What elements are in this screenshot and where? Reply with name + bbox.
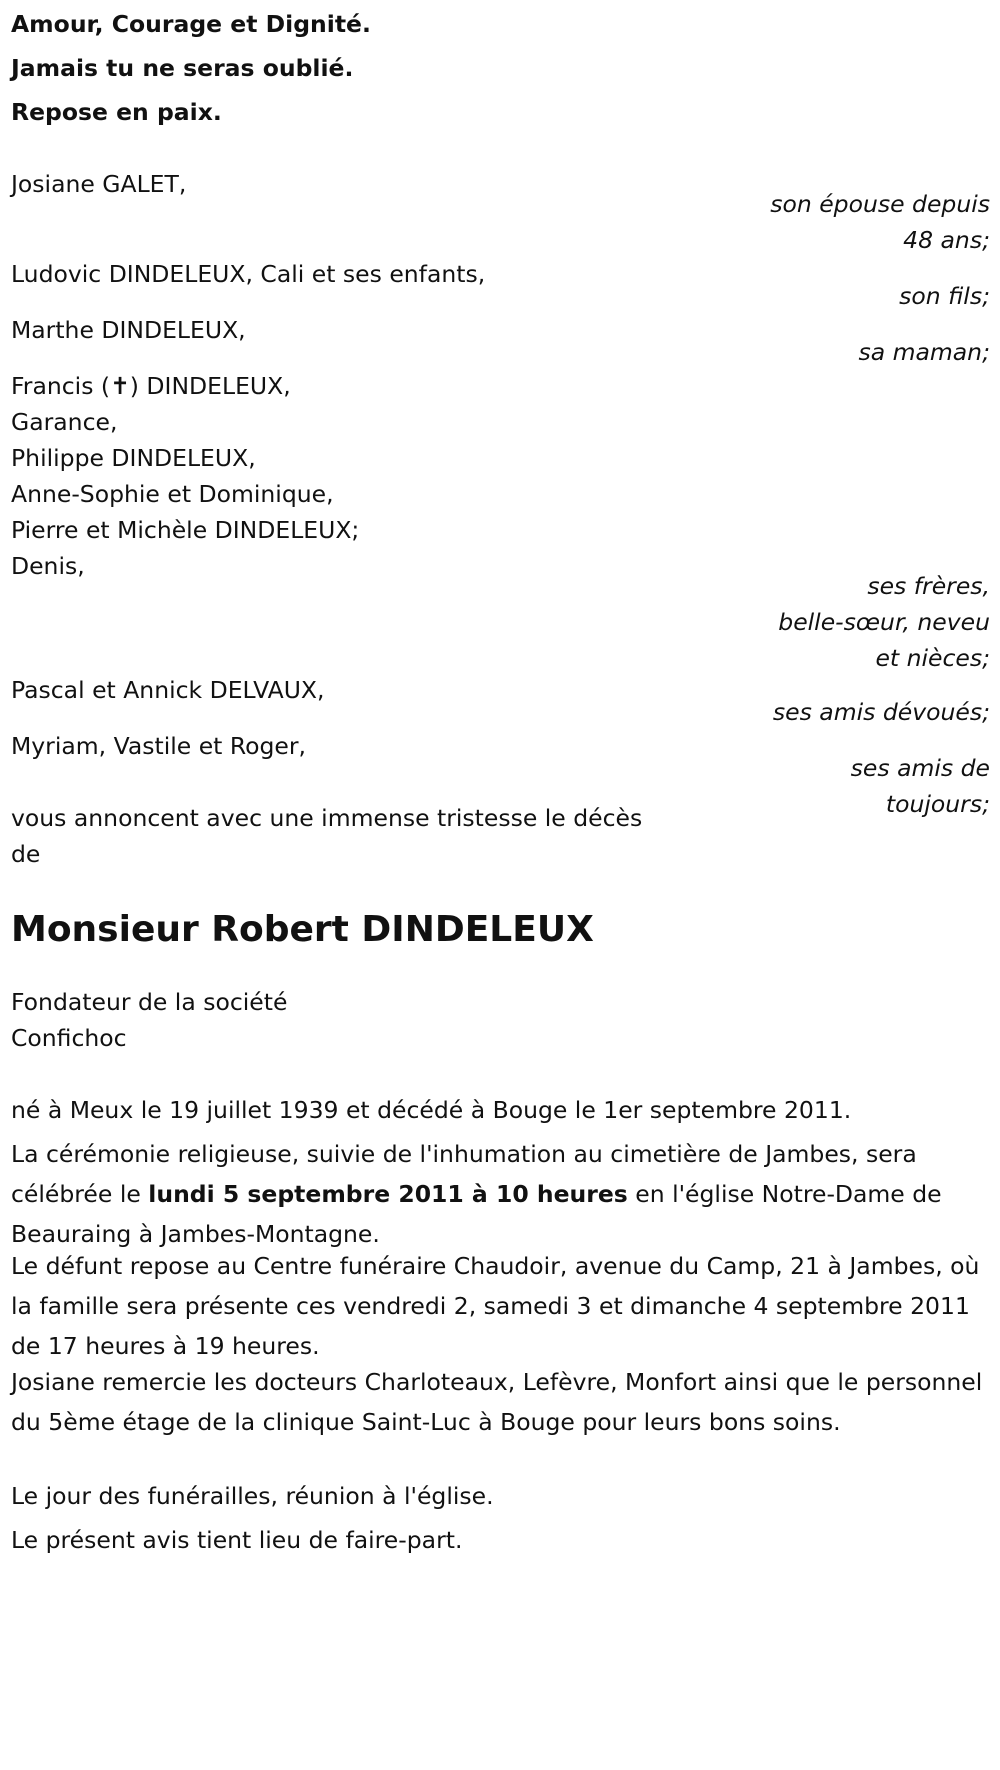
role-siblings-3: et nièces;	[875, 644, 990, 672]
announce-line-1: vous annoncent avec une immense tristesse le décès	[11, 804, 643, 832]
role-josiane-2: 48 ans;	[903, 226, 990, 254]
role-pascal: ses amis dévoués;	[772, 698, 990, 726]
sibling-philippe: Philippe DINDELEUX,	[11, 444, 256, 472]
founder-line-1: Fondateur de la société	[11, 988, 288, 1016]
role-ludovic: son fils;	[899, 282, 990, 310]
meeting-line: Le jour des funérailles, réunion à l'église.	[11, 1482, 494, 1510]
role-siblings-2: belle-sœur, neveu	[778, 608, 990, 636]
family-pascal: Pascal et Annick DELVAUX,	[11, 676, 325, 704]
deceased-name: Monsieur Robert DINDELEUX	[11, 909, 594, 950]
ceremony-date: lundi 5 septembre 2011 à 10 heures	[148, 1180, 628, 1208]
sibling-garance: Garance,	[11, 408, 118, 436]
family-marthe: Marthe DINDELEUX,	[11, 316, 246, 344]
motto-3: Repose en paix.	[11, 98, 222, 126]
motto-2: Jamais tu ne seras oublié.	[11, 54, 354, 82]
rests-paragraph: Le défunt repose au Centre funéraire Chaudoir, avenue du Camp, 21 à Jambes, où la famille sera présente ces vendredi 2, samedi 3 et dimanche 4 septembre 2011 de 17 heures à 19 heures.	[11, 1252, 980, 1360]
family-ludovic: Ludovic DINDELEUX, Cali et ses enfants,	[11, 260, 486, 288]
birth-death: né à Meux le 19 juillet 1939 et décédé à Bouge le 1er septembre 2011.	[11, 1096, 852, 1124]
sibling-francis: Francis (✝) DINDELEUX,	[11, 372, 291, 400]
role-myriam-1: ses amis de	[850, 754, 990, 782]
notice-line: Le présent avis tient lieu de faire-part.	[11, 1526, 463, 1554]
role-josiane-1: son épouse depuis	[770, 190, 990, 218]
family-myriam: Myriam, Vastile et Roger,	[11, 732, 307, 760]
role-marthe: sa maman;	[858, 338, 990, 366]
sibling-denis: Denis,	[11, 552, 85, 580]
thanks-paragraph: Josiane remercie les docteurs Charloteaux, Lefèvre, Monfort ainsi que le personnel du 5ème étage de la clinique Saint-Luc à Bouge pour leurs bons soins.	[11, 1368, 983, 1436]
ceremony-paragraph	[11, 1134, 991, 1254]
role-siblings-1: ses frères,	[867, 572, 990, 600]
motto-1: Amour, Courage et Dignité.	[11, 10, 371, 38]
founder-line-2: Confichoc	[11, 1024, 127, 1052]
sibling-pierre: Pierre et Michèle DINDELEUX;	[11, 516, 360, 544]
sibling-anne-sophie: Anne-Sophie et Dominique,	[11, 480, 334, 508]
ceremony-text-a: La cérémonie religieuse, suivie de l'inhumation au cimetière de Jambes, sera célébrée le	[11, 1140, 917, 1208]
family-josiane: Josiane GALET,	[11, 170, 187, 198]
announce-line-2: de	[11, 840, 41, 868]
role-myriam-2: toujours;	[885, 790, 990, 818]
ceremony-text-b: en l'église Notre-Dame de Beauraing à Jambes-Montagne.	[11, 1180, 942, 1248]
